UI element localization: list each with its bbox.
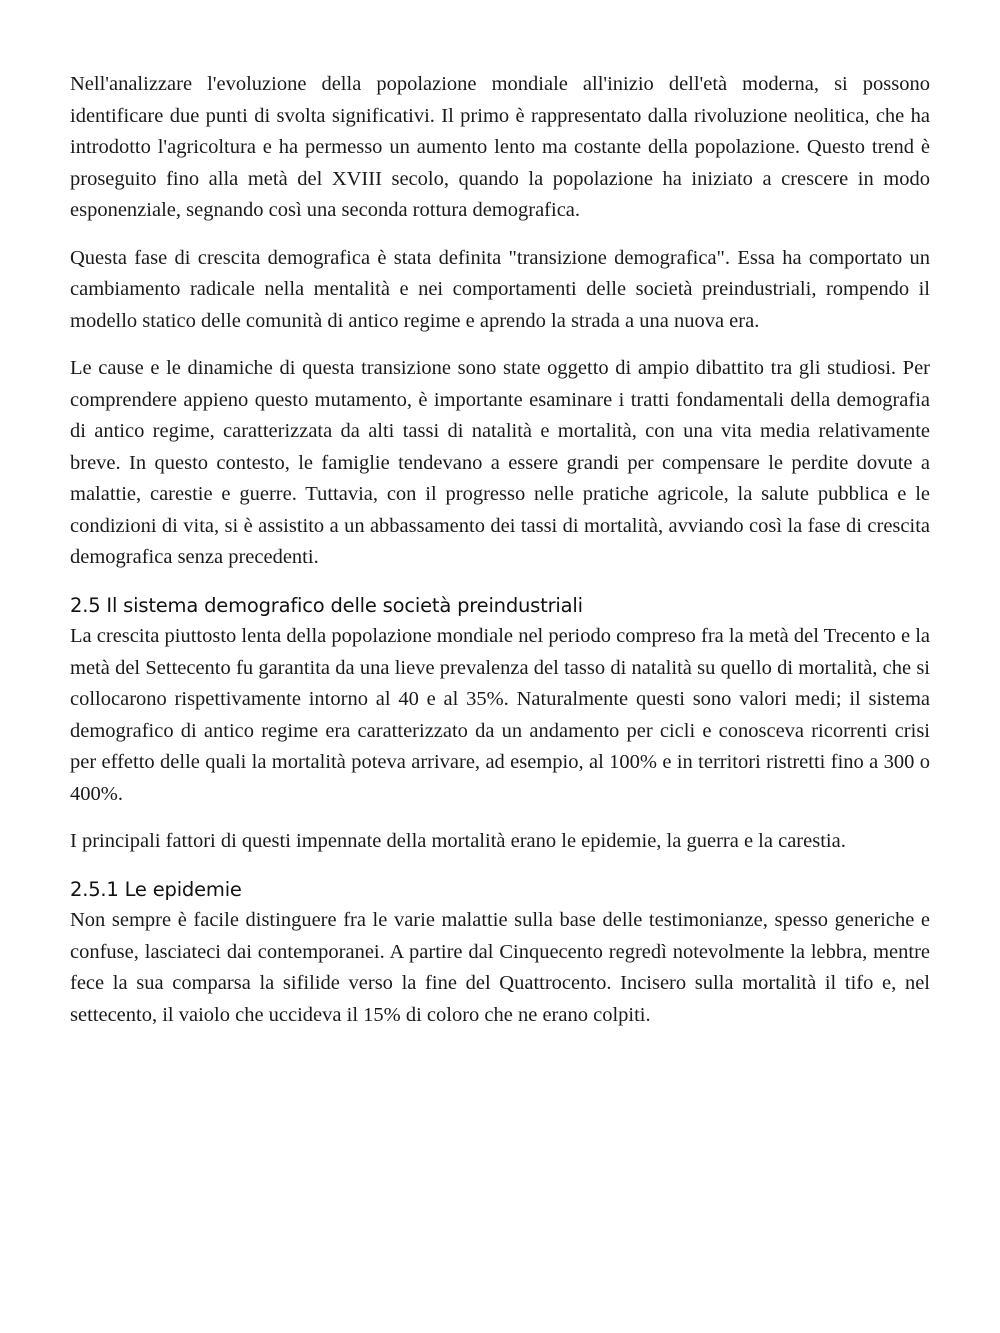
section-heading-2-5-1: 2.5.1 Le epidemie (70, 877, 242, 901)
section-paragraph: Non sempre è facile distinguere fra le varie malattie sulla base delle testimonianze, spesso generiche e confuse, lasciateci dai contemporanei. A partire dal Cinquecento regredì notevolmente la lebbra, mentre fece la sua comparsa la sifilide verso la fine del Quattrocento. Incisero sulla mortalità il tifo e, nel settecento, il vaiolo che uccideva il 15% di coloro che ne erano colpiti. (70, 909, 930, 1026)
section-paragraph: I principali fattori di questi impennate della mortalità erano le epidemie, la guerra e la carestia. (70, 830, 846, 852)
intro-paragraph: Le cause e le dinamiche di questa transizione sono state oggetto di ampio dibattito tra gli studiosi. Per comprendere appieno questo mutamento, è importante esaminare i tratti fondamentali della demografia di antico regime, caratterizzata da alti tassi di natalità e mortalità, con una vita media relativamente breve. In questo contesto, le famiglie tendevano a essere grandi per compensare le perdite dovute a malattie, carestie e guerre. Tuttavia, con il progresso nelle pratiche agricole, la salute pubblica e le condizioni di vita, si è assistito a un abbassamento dei tassi di mortalità, avviando così la fase di crescita demografica senza precedenti. (70, 357, 930, 568)
section-heading-2-5: 2.5 Il sistema demografico delle società preindustriali (70, 593, 583, 617)
intro-paragraph: Nell'analizzare l'evoluzione della popolazione mondiale all'inizio dell'età moderna, si possono identificare due punti di svolta significativi. Il primo è rappresentato dalla rivoluzione neolitica, che ha introdotto l'agricoltura e ha permesso un aumento lento ma costante della popolazione. Questo trend è proseguito fino alla metà del XVIII secolo, quando la popolazione ha iniziato a crescere in modo esponenziale, segnando così una seconda rottura demografica. (70, 73, 930, 221)
intro-paragraph: Questa fase di crescita demografica è stata definita "transizione demografica". Essa ha comportato un cambiamento radicale nella mentalità e nei comportamenti delle società preindustriali, rompendo il modello statico delle comunità di antico regime e aprendo la strada a una nuova era. (70, 246, 930, 332)
document-page (70, 69, 930, 1047)
section-paragraph: La crescita piuttosto lenta della popolazione mondiale nel periodo compreso fra la metà del Trecento e la metà del Settecento fu garantita da una lieve prevalenza del tasso di natalità su quello di mortalità, che si collocarono rispettivamente intorno al 40 e al 35%. Naturalmente questi sono valori medi; il sistema demografico di antico regime era caratterizzato da un andamento per cicli e conosceva ricorrenti crisi per effetto delle quali la mortalità poteva arrivare, ad esempio, al 100% e in territori ristretti fino a 300 o 400%. (70, 625, 930, 805)
